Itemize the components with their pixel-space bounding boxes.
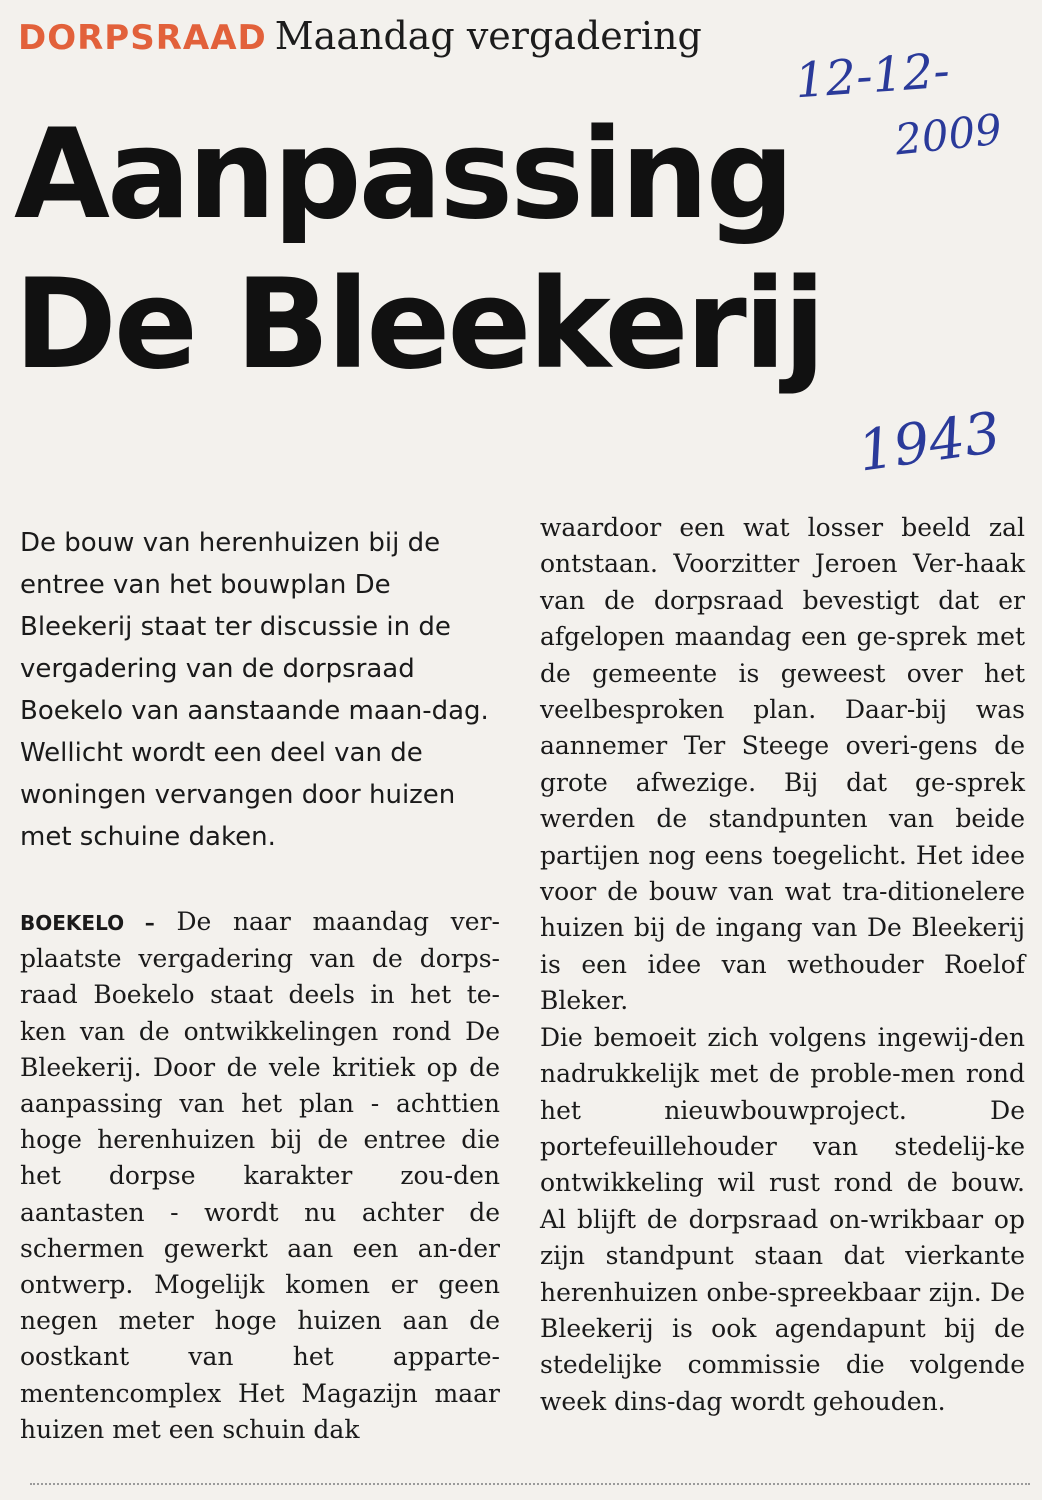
section-category: DORPSRAAD [18, 18, 267, 58]
handwritten-date-year: 2009 [892, 104, 1005, 165]
kicker-subtitle: Maandag vergadering [274, 14, 702, 58]
dateline: BOEKELO – [20, 911, 155, 935]
column-right [540, 510, 1025, 1420]
handwritten-date-day-month: 12-12- [793, 42, 952, 110]
bottom-cut-line [30, 1483, 1030, 1485]
body-left-text: De naar maandag ver-plaatste vergadering van de dorps-raad Boekelo staat deels in het te-ken van de ontwikkelingen rond De Bleekerij. Door de vele kritiek op de aanpassing van het plan - achttien hoge herenhuizen bij de entree die het dorpse karakter zou-den aantasten - wordt nu achter de schermen gewerkt aan een an-der ontwerp. Mogelijk komen er geen negen meter hoge huizen aan de oostkant van het apparte-mentencomplex Het Magazijn maar huizen met een schuin dak [20, 907, 500, 1444]
article-lead: De bouw van herenhuizen bij de entree van het bouwplan De Bleekerij staat ter discussie in de vergadering van de dorpsraad Boekelo van aanstaande maan-dag. Wellicht wordt een deel van de woningen vervangen door huizen met schuine daken. [20, 528, 489, 852]
article-kicker [18, 14, 702, 58]
handwritten-number: 1943 [854, 400, 1005, 485]
article-body-right-p1: waardoor een wat losser beeld zal ontstaan. Voorzitter Jeroen Ver-haak van de dorpsraad bevestigt dat er afgelopen maandag een ge-sprek met de gemeente is geweest over het veelbesproken plan. Daar-bij was aannemer Ter Steege overi-gens de grote afwezige. Bij dat ge-sprek werden de standpunten van beide partijen nog eens toegelicht. Het idee voor de bouw van wat tra-ditionelere huizen bij de ingang van De Bleekerij is een idee van wethouder Roelof Bleker. [540, 513, 1025, 1016]
article-body-right-p2: Die bemoeit zich volgens ingewij-den nadrukkelijk met de proble-men rond het nieuwbouwproject. De portefeuillehouder van stedelij-ke ontwikkeling wil rust rond de bouw. Al blijft de dorpsraad on-wrikbaar op zijn standpunt staan dat vierkante herenhuizen onbe-spreekbaar zijn. De Bleekerij is ook agendapunt bij de stedelijke commissie die volgende week dins-dag wordt gehouden. [540, 1022, 1025, 1416]
article-body-left [20, 904, 500, 1448]
article-headline [14, 100, 914, 400]
column-left [20, 522, 500, 1448]
headline-line-2: De Bleekerij [14, 253, 823, 397]
headline-line-1: Aanpassing [14, 103, 792, 247]
